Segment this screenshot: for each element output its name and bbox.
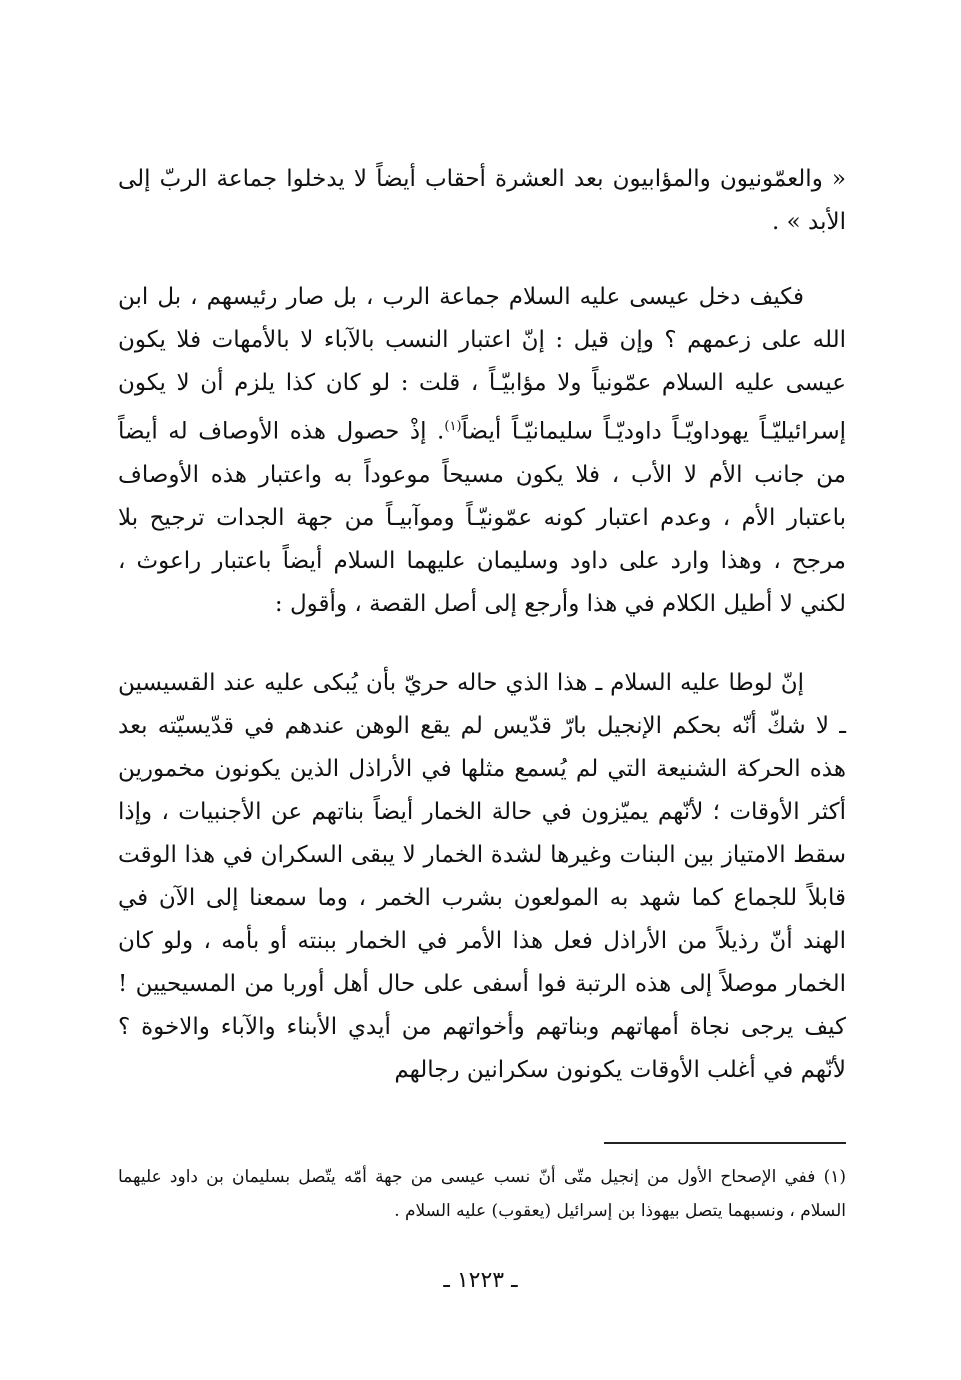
paragraph-1-text: [118, 276, 846, 626]
quote-paragraph: [118, 158, 846, 244]
body-paragraph-1: [118, 276, 846, 626]
footnote-divider: [604, 1142, 846, 1144]
quote-text: « والعمّونيون والمؤابيون بعد العشرة أحقاب أيضاً لا يدخلوا جماعة الربّ إلى الأبد » .: [118, 166, 846, 235]
paragraph-1-text-after: . إذْ حصول هذه الأوصاف له أيضاً من جانب الأم لا الأب ، فلا يكون مسيحاً موعوداً به واعتبار هذه الأوصاف باعتبار الأم ، وعدم اعتبار كونه عمّونيّـاً وموآبيـاً من جهة الجدات ترجيح بلا مرجح ، وهذا وارد على داود وسليمان عليهما السلام أيضاً باعتبار راعوث ، لكني لا أطيل الكلام في هذا وأرجع إلى أصل القصة ، وأقول :: [118, 418, 846, 617]
paragraph-2-text: إنّ لوطا عليه السلام ـ هذا الذي حاله حريّ بأن يُبكى عليه عند القسيسين ـ لا شكّ أنّه بحكم الإنجيل بارّ قدّيس لم يقع الوهن عندهم في قدّيسيّته بعد هذه الحركة الشنيعة التي لم يُسمع مثلها في الأراذل الذين يكونون مخمورين أكثر الأوقات ؛ لأنّهم يميّزون في حالة الخمار أيضاً بناتهم عن الأجنبيات ، وإذا سقط الامتياز بين البنات وغيرها لشدة الخمار لا يبقى السكران في هذا الوقت قابلاً للجماع كما شهد به المولعون بشرب الخمر ، وما سمعنا إلى الآن في الهند أنّ رذيلاً من الأراذل فعل هذا الأمر في الخمار ببنته أو بأمه ، ولو كان الخمار موصلاً إلى هذه الرتبة فوا أسفى على حال أهل أوربا من المسيحيين ! كيف يرجى نجاة أمهاتهم وبناتهم وأخواتهم من أيدي الأبناء والآباء والاخوة ؟ لأنّهم في أغلب الأوقات يكونون سكرانين رجالهم: [118, 670, 846, 1083]
paragraph-1-text-before: فكيف دخل عيسى عليه السلام جماعة الرب ، بل صار رئيسهم ، بل ابن الله على زعمهم ؟ وإن قيل : إنّ اعتبار النسب بالآباء لا بالأمهات فلا يكون عيسى عليه السلام عمّونياً ولا مؤابيّـاً ، قلت : لو كان كذا يلزم أن لا يكون إسرائيليّـاً يهوداويّـاً داوديّـاً سليمانيّـاً أيضاً: [118, 284, 846, 445]
footnote-text: (١) ففي الإصحاح الأول من إنجيل متّى أنّ نسب عيسى من جهة أمّه يتّصل بسليمان بن داود عليهما السلام ، ونسبهما يتصل بيهوذا بن إسرائيل (يعقوب) عليه السلام .: [118, 1167, 846, 1221]
page-number: ـ ١٢٢٣ ـ: [443, 1268, 518, 1293]
body-paragraph-2: [118, 662, 846, 1092]
footnotes-section: [118, 1160, 846, 1228]
footnote-reference[interactable]: (١): [444, 419, 462, 434]
